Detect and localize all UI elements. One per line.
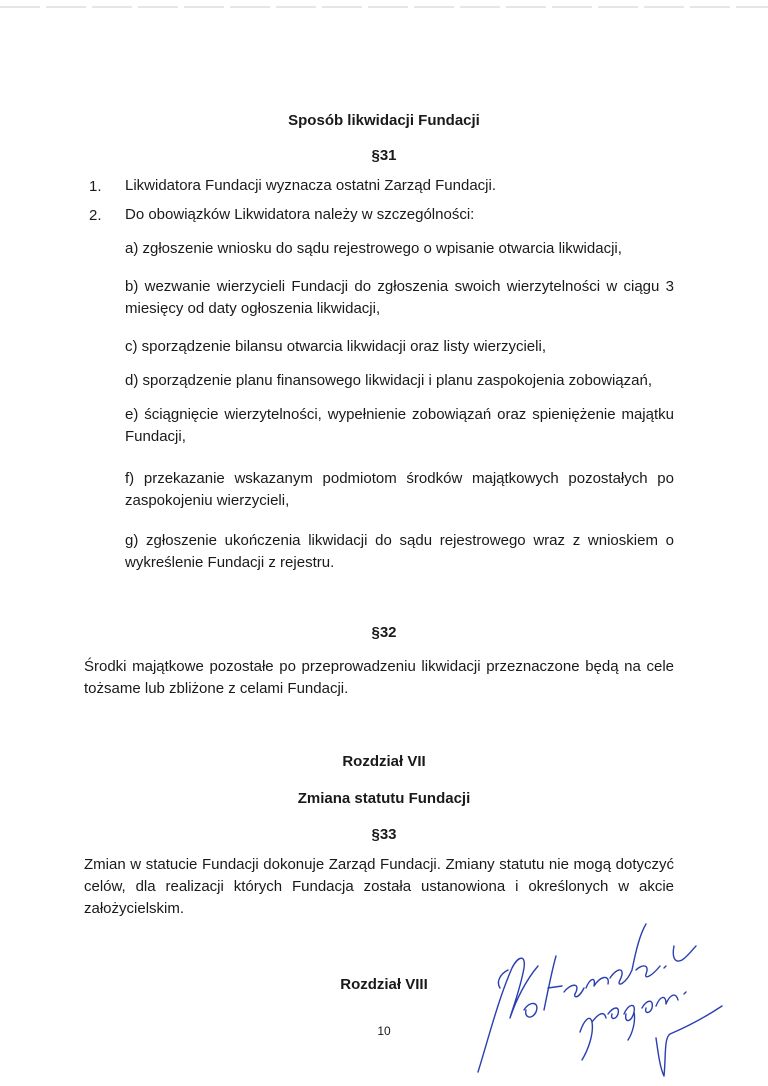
paragraph-32-heading: §32 [371, 624, 397, 641]
chapter-7-title: Rozdział VII [342, 753, 426, 770]
scan-edge-line [0, 6, 768, 8]
paragraph-33-heading: §33 [371, 826, 397, 843]
list-number-2: 2. [89, 207, 102, 224]
chapter-7-subtitle: Zmiana statutu Fundacji [297, 790, 471, 807]
subitem-a: a) zgłoszenie wniosku do sądu rejestrowego o wpisanie otwarcia likwidacji, [125, 240, 622, 257]
list-item-1: Likwidatora Fundacji wyznacza ostatni Zarząd Fundacji. [125, 177, 497, 194]
paragraph-33-text: Zmian w statucie Fundacji dokonuje Zarząd Fundacji. Zmiany statutu nie mogą dotyczyć celów, dla realizacji których Fundacja została ustanowiona i określonych w akcie założycielskim. [84, 856, 674, 917]
page-number: 10 [377, 1024, 391, 1038]
subitem-f: f) przekazanie wskazanym podmiotom środków majątkowych pozostałych po zaspokojeniu wierzycieli, [125, 470, 674, 509]
subitem-b: b) wezwanie wierzycieli Fundacji do zgłoszenia swoich wierzytelności w ciągu 3 miesięcy od daty ogłoszenia likwidacji, [125, 278, 674, 317]
chapter-8-title: Rozdział VIII [340, 976, 428, 993]
paragraph-31-heading: §31 [371, 147, 397, 164]
subitem-d: d) sporządzenie planu finansowego likwidacji i planu zaspokojenia zobowiązań, [125, 372, 652, 389]
paragraph-32-text: Środki majątkowe pozostałe po przeprowadzeniu likwidacji przeznaczone będą na cele tożsame lub zbliżone z celami Fundacji. [84, 658, 674, 697]
subitem-c: c) sporządzenie bilansu otwarcia likwidacji oraz listy wierzycieli, [125, 338, 546, 355]
subitem-g: g) zgłoszenie ukończenia likwidacji do sądu rejestrowego wraz z wnioskiem o wykreślenie Fundacji z rejestru. [125, 532, 674, 571]
subitem-e: e) ściągnięcie wierzytelności, wypełnienie zobowiązań oraz spieniężenie majątku Fundacji, [125, 406, 674, 445]
section-title: Sposób likwidacji Fundacji [288, 112, 480, 129]
handwritten-signature [460, 910, 730, 1080]
list-item-2: Do obowiązków Likwidatora należy w szczególności: [125, 206, 475, 223]
list-number-1: 1. [89, 178, 102, 195]
